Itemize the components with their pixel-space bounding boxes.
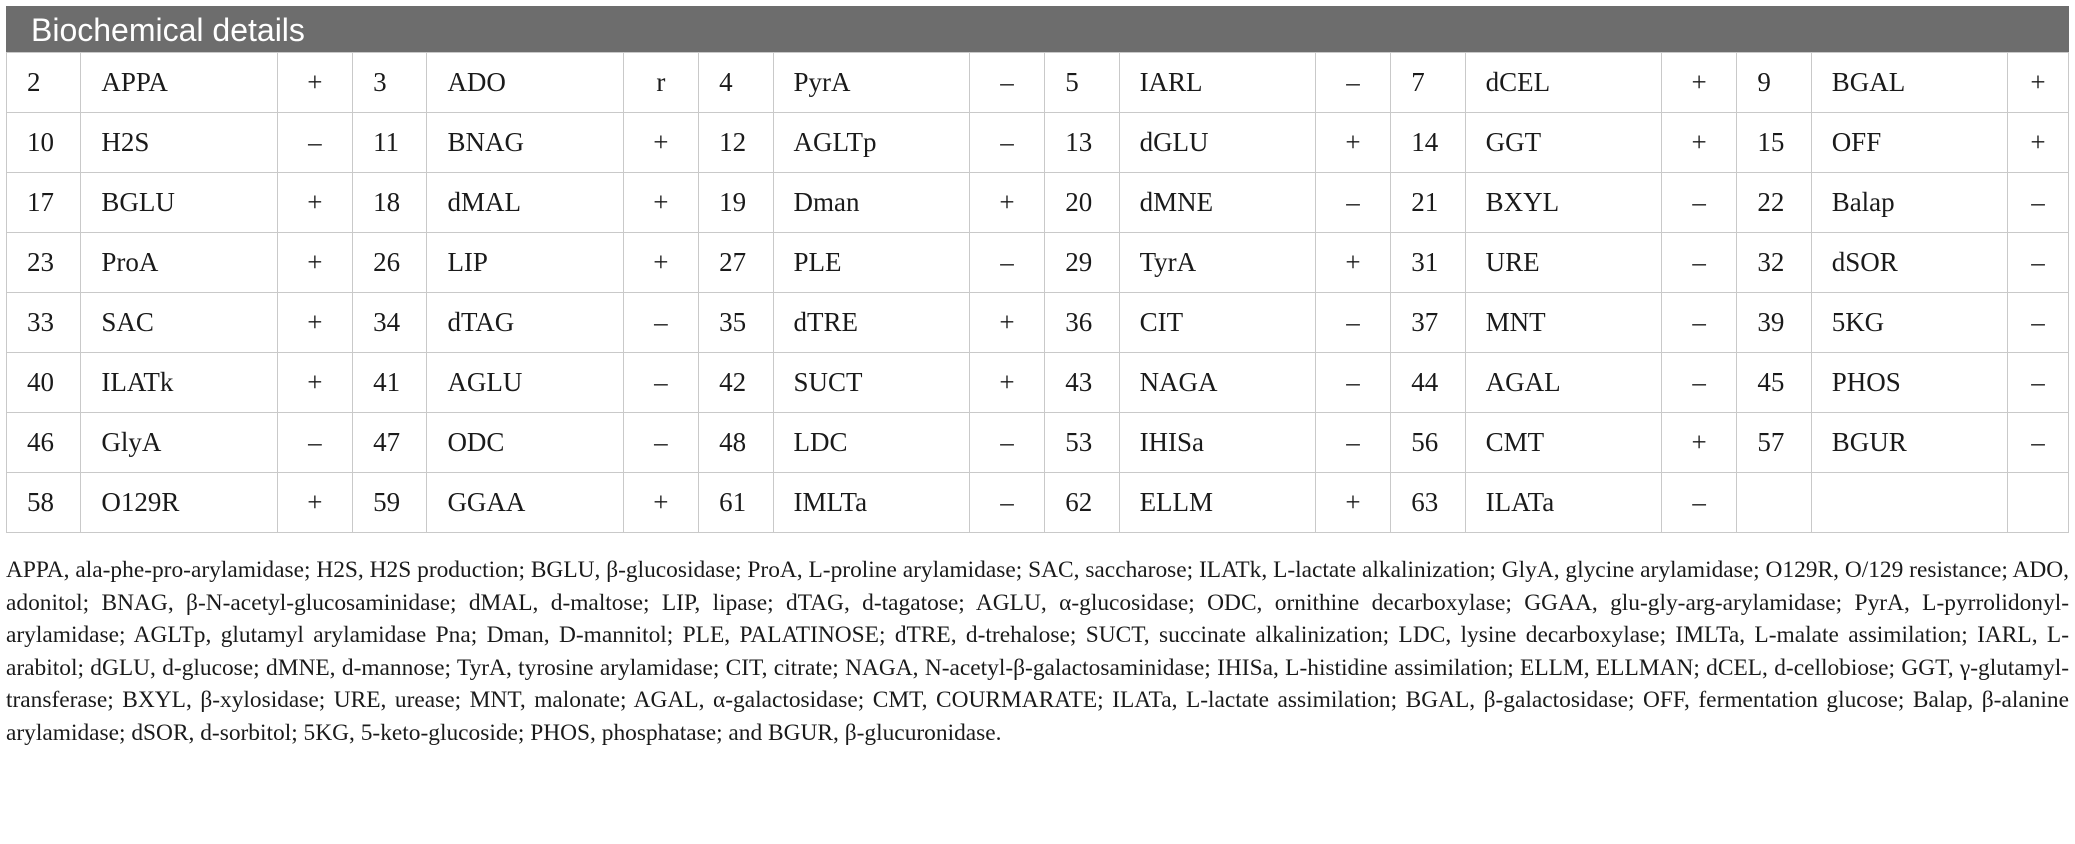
test-code-cell: Balap [1811,173,2007,233]
test-number-cell: 59 [353,473,427,533]
biochemical-table [6,6,2069,533]
test-number-cell: 39 [1737,293,1811,353]
test-number-cell: 17 [7,173,81,233]
test-number-cell: 46 [7,413,81,473]
test-code-cell: AGAL [1465,353,1661,413]
test-number-cell: 44 [1391,353,1465,413]
test-code-cell: dGLU [1119,113,1315,173]
test-number-cell: 9 [1737,53,1811,113]
test-code-cell: CMT [1465,413,1661,473]
test-result-cell: + [277,233,352,293]
test-code-cell: PyrA [773,53,969,113]
test-result-cell [2007,473,2068,533]
test-code-cell: LDC [773,413,969,473]
test-number-cell: 61 [699,473,773,533]
test-result-cell: + [2007,113,2068,173]
test-number-cell: 18 [353,173,427,233]
test-result-cell: – [969,473,1044,533]
test-result-cell: – [969,113,1044,173]
test-code-cell: dMAL [427,173,623,233]
table-row [7,353,2069,413]
test-code-cell: URE [1465,233,1661,293]
test-code-cell: AGLU [427,353,623,413]
test-code-cell: TyrA [1119,233,1315,293]
test-number-cell: 15 [1737,113,1811,173]
test-number-cell: 33 [7,293,81,353]
test-code-cell: dCEL [1465,53,1661,113]
test-result-cell: – [277,113,352,173]
abbreviation-footnote: APPA, ala-phe-pro-arylamidase; H2S, H2S production; BGLU, β-glucosidase; ProA, L-proline arylamidase; SAC, saccharose; ILATk, L-lactate alkalinization; GlyA, glycine arylamidase; O129R, O/129 resistance; ADO, adonitol; BNAG, β-N-acetyl-glucosaminidase; dMAL, d-maltose; LIP, lipase; dTAG, d-tagatose; AGLU, α-glucosidase; ODC, ornithine decarboxylase; GGAA, glu-gly-arg-arylamidase; PyrA, L-pyrrolidonyl-arylamidase; AGLTp, glutamyl arylamidase Pna; Dman, D-mannitol; PLE, PALATINOSE; dTRE, d-trehalose; SUCT, succinate alkalinization; LDC, lysine decarboxylase; IMLTa, L-malate assimilation; IARL, L-arabitol; dGLU, d-glucose; dMNE, d-mannose; TyrA, tyrosine arylamidase; CIT, citrate; NAGA, N-acetyl-β-galactosaminidase; IHISa, L-histidine assimilation; ELLM, ELLMAN; dCEL, d-cellobiose; GGT, γ-glutamyl-transferase; BXYL, β-xylosidase; URE, urease; MNT, malonate; AGAL, α-galactosidase; CMT, COURMARATE; ILATa, L-lactate assimilation; BGAL, β-galactosidase; OFF, fermentation glucose; Balap, β-alanine arylamidase; dSOR, d-sorbitol; 5KG, 5-keto-glucoside; PHOS, phosphatase; and BGUR, β-glucuronidase. [6,557,2069,746]
test-code-cell: BXYL [1465,173,1661,233]
test-code-cell: ILATk [81,353,277,413]
test-code-cell: LIP [427,233,623,293]
test-number-cell: 32 [1737,233,1811,293]
test-result-cell: + [623,173,698,233]
test-number-cell: 13 [1045,113,1119,173]
test-result-cell: – [1315,293,1390,353]
test-result-cell: – [969,53,1044,113]
test-result-cell: + [623,473,698,533]
test-code-cell: dTRE [773,293,969,353]
results-grid [6,52,2069,533]
test-result-cell: + [1315,473,1390,533]
test-code-cell: BGUR [1811,413,2007,473]
test-code-cell: O129R [81,473,277,533]
test-number-cell: 53 [1045,413,1119,473]
table-row [7,53,2069,113]
test-number-cell: 11 [353,113,427,173]
test-number-cell: 47 [353,413,427,473]
test-result-cell: – [969,413,1044,473]
test-code-cell: GGT [1465,113,1661,173]
test-code-cell: BGLU [81,173,277,233]
test-number-cell: 3 [353,53,427,113]
test-number-cell: 12 [699,113,773,173]
test-code-cell: dMNE [1119,173,1315,233]
test-number-cell: 20 [1045,173,1119,233]
test-number-cell: 45 [1737,353,1811,413]
test-result-cell: – [2007,293,2068,353]
test-number-cell: 41 [353,353,427,413]
test-code-cell: PHOS [1811,353,2007,413]
test-result-cell: – [1315,53,1390,113]
test-number-cell: 4 [699,53,773,113]
test-number-cell: 35 [699,293,773,353]
test-number-cell: 43 [1045,353,1119,413]
test-number-cell: 56 [1391,413,1465,473]
test-number-cell: 42 [699,353,773,413]
test-number-cell: 58 [7,473,81,533]
test-number-cell: 48 [699,413,773,473]
test-result-cell: + [969,353,1044,413]
test-result-cell: + [1661,413,1736,473]
test-result-cell: + [277,173,352,233]
test-result-cell: – [1315,173,1390,233]
table-row [7,113,2069,173]
test-number-cell: 22 [1737,173,1811,233]
test-code-cell: IHISa [1119,413,1315,473]
test-code-cell: BGAL [1811,53,2007,113]
test-number-cell: 26 [353,233,427,293]
test-result-cell: r [623,53,698,113]
test-number-cell: 40 [7,353,81,413]
test-number-cell: 63 [1391,473,1465,533]
table-body [7,53,2069,533]
test-result-cell: – [2007,413,2068,473]
test-result-cell: – [969,233,1044,293]
test-result-cell: – [1661,353,1736,413]
test-result-cell: – [1661,233,1736,293]
test-code-cell: dSOR [1811,233,2007,293]
test-result-cell: + [969,173,1044,233]
test-result-cell: + [1661,113,1736,173]
test-code-cell: SUCT [773,353,969,413]
test-code-cell: ADO [427,53,623,113]
test-code-cell: IARL [1119,53,1315,113]
test-result-cell: + [1315,233,1390,293]
test-result-cell: – [1315,413,1390,473]
test-result-cell: – [1315,353,1390,413]
test-number-cell: 62 [1045,473,1119,533]
test-result-cell: – [2007,233,2068,293]
test-number-cell [1737,473,1811,533]
test-result-cell: + [1315,113,1390,173]
test-code-cell: ProA [81,233,277,293]
test-code-cell: AGLTp [773,113,969,173]
test-result-cell: – [623,293,698,353]
test-code-cell: BNAG [427,113,623,173]
test-result-cell: + [1661,53,1736,113]
test-code-cell: GGAA [427,473,623,533]
test-result-cell: + [623,233,698,293]
test-number-cell: 57 [1737,413,1811,473]
test-code-cell: SAC [81,293,277,353]
test-number-cell: 19 [699,173,773,233]
test-code-cell: ELLM [1119,473,1315,533]
test-number-cell: 31 [1391,233,1465,293]
test-code-cell: OFF [1811,113,2007,173]
test-result-cell: – [1661,173,1736,233]
table-row [7,173,2069,233]
test-code-cell: IMLTa [773,473,969,533]
test-number-cell: 36 [1045,293,1119,353]
test-number-cell: 10 [7,113,81,173]
test-number-cell: 21 [1391,173,1465,233]
test-number-cell: 14 [1391,113,1465,173]
test-code-cell: APPA [81,53,277,113]
test-code-cell: ILATa [1465,473,1661,533]
test-number-cell: 7 [1391,53,1465,113]
test-code-cell: Dman [773,173,969,233]
test-result-cell: + [969,293,1044,353]
table-row [7,473,2069,533]
table-row [7,293,2069,353]
test-code-cell: NAGA [1119,353,1315,413]
table-row [7,413,2069,473]
test-code-cell: GlyA [81,413,277,473]
test-number-cell: 23 [7,233,81,293]
test-result-cell: – [1661,293,1736,353]
test-result-cell: – [277,413,352,473]
table-title: Biochemical details [6,6,2069,52]
test-code-cell: CIT [1119,293,1315,353]
test-result-cell: + [277,53,352,113]
test-number-cell: 29 [1045,233,1119,293]
test-result-cell: – [2007,173,2068,233]
test-code-cell: H2S [81,113,277,173]
test-code-cell: PLE [773,233,969,293]
test-result-cell: – [2007,353,2068,413]
test-result-cell: + [623,113,698,173]
test-number-cell: 5 [1045,53,1119,113]
test-result-cell: + [277,293,352,353]
test-code-cell [1811,473,2007,533]
table-row [7,233,2069,293]
test-result-cell: – [623,353,698,413]
test-code-cell: MNT [1465,293,1661,353]
test-code-cell: 5KG [1811,293,2007,353]
test-result-cell: + [2007,53,2068,113]
test-code-cell: dTAG [427,293,623,353]
test-number-cell: 37 [1391,293,1465,353]
test-code-cell: ODC [427,413,623,473]
test-result-cell: + [277,473,352,533]
test-result-cell: + [277,353,352,413]
test-number-cell: 2 [7,53,81,113]
test-number-cell: 27 [699,233,773,293]
test-number-cell: 34 [353,293,427,353]
test-result-cell: – [623,413,698,473]
test-result-cell: – [1661,473,1736,533]
